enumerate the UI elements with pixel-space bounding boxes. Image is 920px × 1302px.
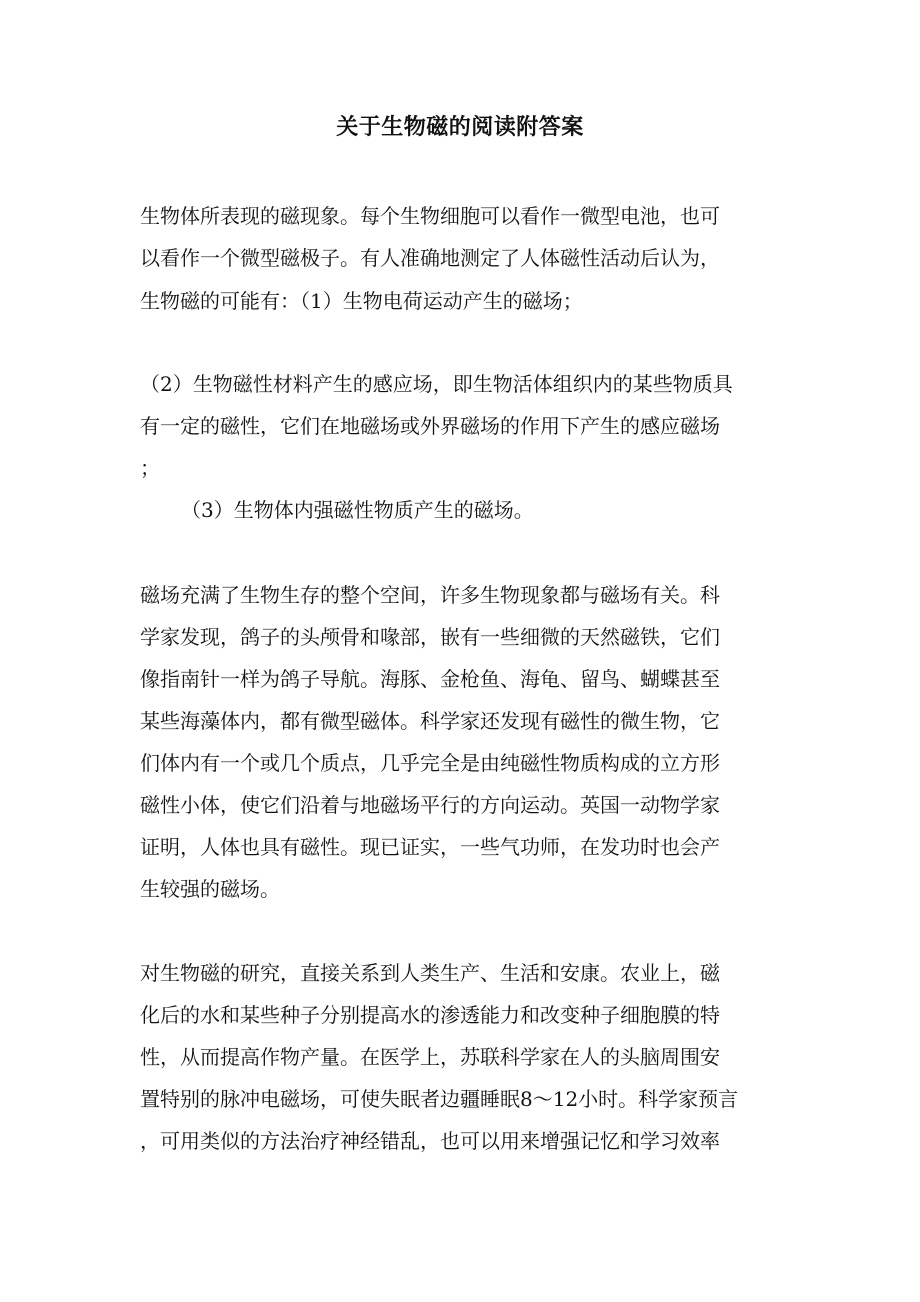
text-line-12: 们体内有一个或几个质点，几乎完全是由纯磁性物质构成的立方形 <box>140 751 720 775</box>
text-line-2: 以看作一个微型磁极子。有人准确地测定了人体磁性活动后认为， <box>140 246 720 270</box>
text-line-11: 某些海藻体内，都有微型磁体。科学家还发现有磁性的微生物，它 <box>140 709 720 733</box>
text-line-13: 磁性小体，使它们沿着与地磁场平行的方向运动。英国一动物学家 <box>140 793 720 817</box>
text-line-18: 性，从而提高作物产量。在医学上，苏联科学家在人的头脑周围安 <box>140 1045 720 1069</box>
text-line-5: 有一定的磁性，它们在地磁场或外界磁场的作用下产生的感应磁场 <box>140 414 720 438</box>
text-line-15: 生较强的磁场。 <box>140 877 280 901</box>
text-line-6: ； <box>140 456 160 480</box>
text-line-3: 生物磁的可能有：（1）生物电荷运动产生的磁场； <box>140 289 583 313</box>
text-line-10: 像指南针一样为鸽子导航。海豚、金枪鱼、海龟、留鸟、蝴蝶甚至 <box>140 667 720 691</box>
text-line-4: （2）生物磁性材料产生的感应场，即生物活体组织内的某些物质具 <box>140 372 733 396</box>
text-line-7: （3）生物体内强磁性物质产生的磁场。 <box>181 498 534 522</box>
text-line-16: 对生物磁的研究，直接关系到人类生产、生活和安康。农业上，磁 <box>140 961 720 985</box>
text-line-9: 学家发现，鸽子的头颅骨和喙部，嵌有一些细微的天然磁铁，它们 <box>140 625 720 649</box>
text-line-17: 化后的水和某些种子分别提高水的渗透能力和改变种子细胞膜的特 <box>140 1003 720 1027</box>
document-title: 关于生物磁的阅读附答案 <box>336 115 584 140</box>
text-line-19: 置特别的脉冲电磁场，可使失眠者边疆睡眠8～12小时。科学家预言 <box>140 1087 739 1111</box>
text-line-20: ，可用类似的方法治疗神经错乱，也可以用来增强记忆和学习效率 <box>140 1129 720 1153</box>
text-line-14: 证明，人体也具有磁性。现已证实，一些气功师，在发功时也会产 <box>140 835 720 859</box>
text-line-1: 生物体所表现的磁现象。每个生物细胞可以看作一微型电池，也可 <box>140 204 720 228</box>
text-line-8: 磁场充满了生物生存的整个空间，许多生物现象都与磁场有关。科 <box>140 583 720 607</box>
